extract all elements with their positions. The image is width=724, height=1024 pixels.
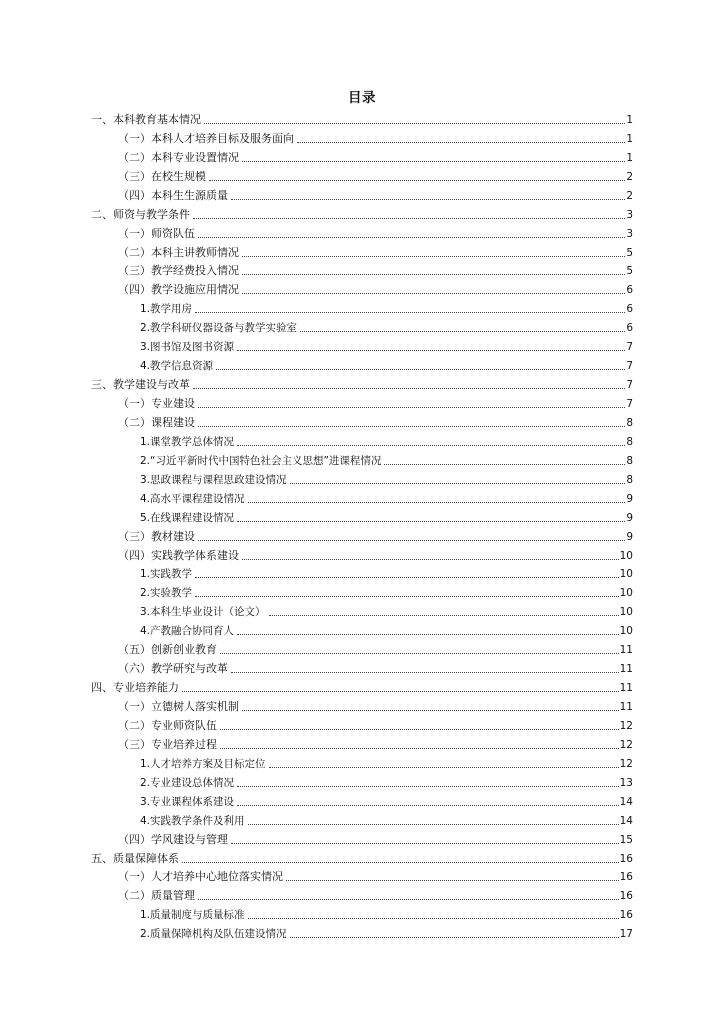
toc-entry[interactable] bbox=[91, 581, 633, 600]
toc-entry-label: （一）立德树人落实机制 bbox=[118, 700, 239, 713]
toc-entry[interactable] bbox=[91, 278, 633, 297]
dot-leader bbox=[237, 805, 619, 806]
toc-entry[interactable] bbox=[91, 790, 633, 809]
toc-entry-page-number: 16 bbox=[619, 852, 633, 865]
dot-leader bbox=[248, 502, 626, 503]
toc-entry-label: （三）专业培养过程 bbox=[118, 737, 217, 751]
dot-leader bbox=[231, 672, 619, 673]
toc-entry[interactable] bbox=[91, 922, 633, 941]
toc-entry-page-number: 3 bbox=[626, 227, 633, 240]
toc-entry-page-number: 7 bbox=[626, 379, 633, 392]
dot-leader bbox=[237, 350, 625, 351]
toc-entry-label: 2.“习近平新时代中国特色社会主义思想”进课程情况 bbox=[140, 454, 382, 467]
toc-entry[interactable] bbox=[91, 506, 633, 525]
toc-entry-label: （四）学风建设与管理 bbox=[118, 832, 228, 846]
toc-title: 目录 bbox=[348, 90, 376, 106]
dot-leader bbox=[290, 483, 626, 484]
toc-entry[interactable] bbox=[91, 297, 633, 316]
toc-entry[interactable] bbox=[91, 638, 633, 657]
toc-entry-label: 4.高水平课程建设情况 bbox=[140, 492, 245, 505]
toc-entry-page-number: 17 bbox=[619, 928, 633, 941]
toc-entry[interactable] bbox=[91, 563, 633, 582]
toc-entry-label: 3.本科生毕业设计（论文） bbox=[140, 606, 266, 619]
toc-entry[interactable] bbox=[91, 752, 633, 771]
toc-entry-page-number: 1 bbox=[626, 113, 633, 126]
toc-entry-label: 3.图书馆及图书资源 bbox=[140, 341, 235, 354]
toc-entry-page-number: 3 bbox=[626, 208, 633, 221]
toc-entry[interactable] bbox=[91, 449, 633, 468]
dot-leader bbox=[242, 559, 619, 560]
toc-entry[interactable] bbox=[91, 884, 633, 903]
toc-entry-page-number: 12 bbox=[619, 757, 633, 770]
dot-leader bbox=[242, 256, 625, 257]
toc-entry-label: （一）本科人才培养目标及服务面向 bbox=[118, 131, 294, 145]
toc-entry-page-number: 11 bbox=[619, 682, 633, 695]
toc-entry-page-number: 9 bbox=[626, 492, 633, 505]
toc-entry-label: 2.质量保障机构及队伍建设情况 bbox=[140, 928, 287, 941]
toc-entry-label: 4.实践教学条件及利用 bbox=[140, 814, 245, 827]
toc-entry-page-number: 8 bbox=[626, 416, 633, 429]
toc-entry[interactable] bbox=[91, 903, 633, 922]
toc-entry-page-number: 14 bbox=[619, 795, 633, 808]
toc-entry[interactable] bbox=[91, 525, 633, 544]
toc-entry-page-number: 12 bbox=[619, 738, 633, 751]
toc-entry-label: （一）专业建设 bbox=[118, 397, 195, 410]
toc-entry-label: （二）质量管理 bbox=[118, 889, 195, 903]
toc-entry-page-number: 10 bbox=[619, 625, 633, 638]
toc-entry[interactable] bbox=[91, 600, 633, 619]
toc-entry-page-number: 11 bbox=[619, 663, 633, 676]
dot-leader bbox=[248, 824, 619, 825]
toc-entry[interactable] bbox=[91, 260, 633, 279]
dot-leader bbox=[193, 388, 625, 389]
dot-leader bbox=[231, 843, 619, 844]
dot-leader bbox=[198, 237, 625, 238]
toc-entry-label: （二）课程建设 bbox=[118, 415, 195, 429]
toc-entry-page-number: 7 bbox=[626, 360, 633, 373]
toc-entry-label: 3.专业课程体系建设 bbox=[140, 795, 235, 808]
dot-leader bbox=[242, 274, 625, 275]
toc-entry[interactable] bbox=[91, 619, 633, 638]
toc-entry-label: （一）师资队伍 bbox=[118, 226, 195, 240]
toc-entry-label: 1.质量制度与质量标准 bbox=[140, 909, 245, 922]
dot-leader bbox=[195, 577, 619, 578]
dot-leader bbox=[231, 199, 625, 200]
toc-entry-label: （二）本科专业设置情况 bbox=[118, 150, 239, 164]
toc-entry-page-number: 6 bbox=[626, 303, 633, 316]
toc-entry-label: （二）专业师资队伍 bbox=[118, 718, 217, 732]
dot-leader bbox=[286, 880, 619, 881]
toc-entry[interactable] bbox=[91, 657, 633, 676]
toc-entry[interactable] bbox=[91, 487, 633, 506]
toc-entry-page-number: 16 bbox=[619, 871, 633, 884]
toc-entry-label: 2.专业建设总体情况 bbox=[140, 776, 235, 789]
toc-entry-label: 一、本科教育基本情况 bbox=[91, 112, 201, 126]
toc-entry[interactable] bbox=[91, 733, 633, 752]
toc-entry[interactable] bbox=[91, 430, 633, 449]
toc-entry-label: 5.在线课程建设情况 bbox=[140, 511, 235, 524]
toc-entry-label: （三）教材建设 bbox=[118, 529, 195, 543]
toc-entry[interactable] bbox=[91, 695, 633, 714]
dot-leader bbox=[297, 142, 625, 143]
dot-leader bbox=[198, 540, 625, 541]
toc-entry-page-number: 12 bbox=[619, 719, 633, 732]
dot-leader bbox=[195, 312, 625, 313]
toc-entry[interactable] bbox=[91, 373, 633, 392]
toc-entry-label: 1.教学用房 bbox=[140, 303, 193, 316]
dot-leader bbox=[237, 521, 625, 522]
toc-entry[interactable] bbox=[91, 809, 633, 828]
toc-entry-page-number: 10 bbox=[619, 568, 633, 581]
toc-entry-page-number: 5 bbox=[626, 246, 633, 259]
toc-entry-page-number: 14 bbox=[619, 814, 633, 827]
toc-entry-page-number: 10 bbox=[619, 606, 633, 619]
toc-entry-page-number: 8 bbox=[626, 473, 633, 486]
toc-entry-label: （二）本科主讲教师情况 bbox=[118, 245, 239, 259]
toc-entry-label: 4.教学信息资源 bbox=[140, 360, 214, 373]
toc-entry-page-number: 10 bbox=[619, 587, 633, 600]
dot-leader bbox=[242, 161, 625, 162]
toc-entry-page-number: 16 bbox=[619, 909, 633, 922]
toc-entry[interactable] bbox=[91, 676, 633, 695]
toc-entry[interactable] bbox=[91, 714, 633, 733]
dot-leader bbox=[269, 615, 619, 616]
dot-leader bbox=[193, 218, 625, 219]
toc-entry-page-number: 9 bbox=[626, 530, 633, 543]
toc-entry[interactable] bbox=[91, 316, 633, 335]
toc-entry-label: 四、专业培养能力 bbox=[91, 681, 179, 695]
toc-entry-label: 二、师资与教学条件 bbox=[91, 207, 190, 221]
toc-list bbox=[91, 108, 633, 941]
toc-entry[interactable] bbox=[91, 544, 633, 563]
toc-entry-page-number: 8 bbox=[626, 454, 633, 467]
toc-entry-page-number: 7 bbox=[626, 398, 633, 410]
dot-leader bbox=[220, 729, 619, 730]
toc-entry-page-number: 2 bbox=[626, 189, 633, 202]
toc-entry-page-number: 10 bbox=[619, 549, 633, 562]
toc-entry-label: 2.教学科研仪器设备与教学实验室 bbox=[140, 322, 298, 335]
toc-entry-label: （四）实践教学体系建设 bbox=[118, 548, 239, 562]
dot-leader bbox=[237, 634, 619, 635]
dot-leader bbox=[290, 937, 619, 938]
toc-entry-label: 4.产教融合协同育人 bbox=[140, 625, 235, 638]
toc-entry-page-number: 13 bbox=[619, 776, 633, 789]
dot-leader bbox=[248, 918, 619, 919]
dot-leader bbox=[242, 710, 619, 711]
toc-entry[interactable] bbox=[91, 468, 633, 487]
dot-leader bbox=[198, 899, 619, 900]
toc-entry-page-number: 2 bbox=[626, 170, 633, 183]
toc-entry[interactable] bbox=[91, 127, 633, 146]
dot-leader bbox=[195, 596, 619, 597]
dot-leader bbox=[198, 426, 625, 427]
toc-entry-label: 五、质量保障体系 bbox=[91, 851, 179, 865]
dot-leader bbox=[182, 862, 619, 863]
toc-entry-page-number: 1 bbox=[626, 151, 633, 164]
toc-entry-page-number: 6 bbox=[626, 322, 633, 335]
toc-entry-label: （六）教学研究与改革 bbox=[118, 662, 228, 676]
toc-entry-label: （三）在校生规模 bbox=[118, 169, 206, 183]
toc-entry-page-number: 7 bbox=[626, 341, 633, 354]
toc-entry-page-number: 9 bbox=[626, 511, 633, 524]
toc-entry[interactable] bbox=[91, 866, 633, 885]
toc-entry-label: 三、教学建设与改革 bbox=[91, 378, 190, 392]
toc-entry-label: （三）教学经费投入情况 bbox=[118, 264, 239, 278]
dot-leader bbox=[198, 407, 625, 408]
toc-entry[interactable] bbox=[91, 203, 633, 222]
toc-entry[interactable] bbox=[91, 354, 633, 373]
toc-entry-label: （一）人才培养中心地位落实情况 bbox=[118, 870, 283, 884]
toc-entry[interactable] bbox=[91, 411, 633, 430]
toc-entry-page-number: 6 bbox=[626, 284, 633, 297]
toc-entry-page-number: 16 bbox=[619, 890, 633, 903]
toc-entry[interactable] bbox=[91, 108, 633, 127]
toc-entry[interactable] bbox=[91, 828, 633, 847]
dot-leader bbox=[300, 331, 625, 332]
toc-entry-label: 1.课堂教学总体情况 bbox=[140, 435, 235, 448]
toc-entry-page-number: 5 bbox=[626, 265, 633, 278]
toc-entry-page-number: 15 bbox=[619, 833, 633, 846]
toc-entry-label: 2.实验教学 bbox=[140, 587, 193, 600]
toc-entry-label: 1.实践教学 bbox=[140, 568, 193, 581]
dot-leader bbox=[220, 653, 619, 654]
toc-entry[interactable] bbox=[91, 335, 633, 354]
dot-leader bbox=[237, 445, 625, 446]
toc-entry-page-number: 8 bbox=[626, 435, 633, 448]
toc-entry-label: 3.思政课程与课程思政建设情况 bbox=[140, 473, 287, 486]
toc-entry[interactable] bbox=[91, 241, 633, 260]
toc-entry[interactable] bbox=[91, 392, 633, 411]
toc-entry-page-number: 11 bbox=[619, 644, 633, 657]
toc-entry-label: （四）教学设施应用情况 bbox=[118, 283, 239, 297]
toc-entry[interactable] bbox=[91, 165, 633, 184]
dot-leader bbox=[220, 748, 619, 749]
dot-leader bbox=[209, 180, 625, 181]
toc-entry[interactable] bbox=[91, 146, 633, 165]
dot-leader bbox=[384, 464, 625, 465]
dot-leader bbox=[182, 691, 619, 692]
toc-entry[interactable] bbox=[91, 771, 633, 790]
toc-entry[interactable] bbox=[91, 184, 633, 203]
toc-entry[interactable] bbox=[91, 222, 633, 241]
toc-entry-label: （五）创新创业教育 bbox=[118, 643, 217, 657]
dot-leader bbox=[216, 369, 625, 370]
toc-entry-page-number: 1 bbox=[626, 132, 633, 145]
dot-leader bbox=[204, 123, 625, 124]
toc-entry-label: 1.人才培养方案及目标定位 bbox=[140, 757, 266, 770]
toc-entry-label: （四）本科生生源质量 bbox=[118, 188, 228, 202]
toc-entry-page-number: 11 bbox=[619, 701, 633, 713]
dot-leader bbox=[269, 767, 619, 768]
dot-leader bbox=[237, 786, 619, 787]
dot-leader bbox=[242, 293, 625, 294]
toc-entry[interactable] bbox=[91, 847, 633, 866]
